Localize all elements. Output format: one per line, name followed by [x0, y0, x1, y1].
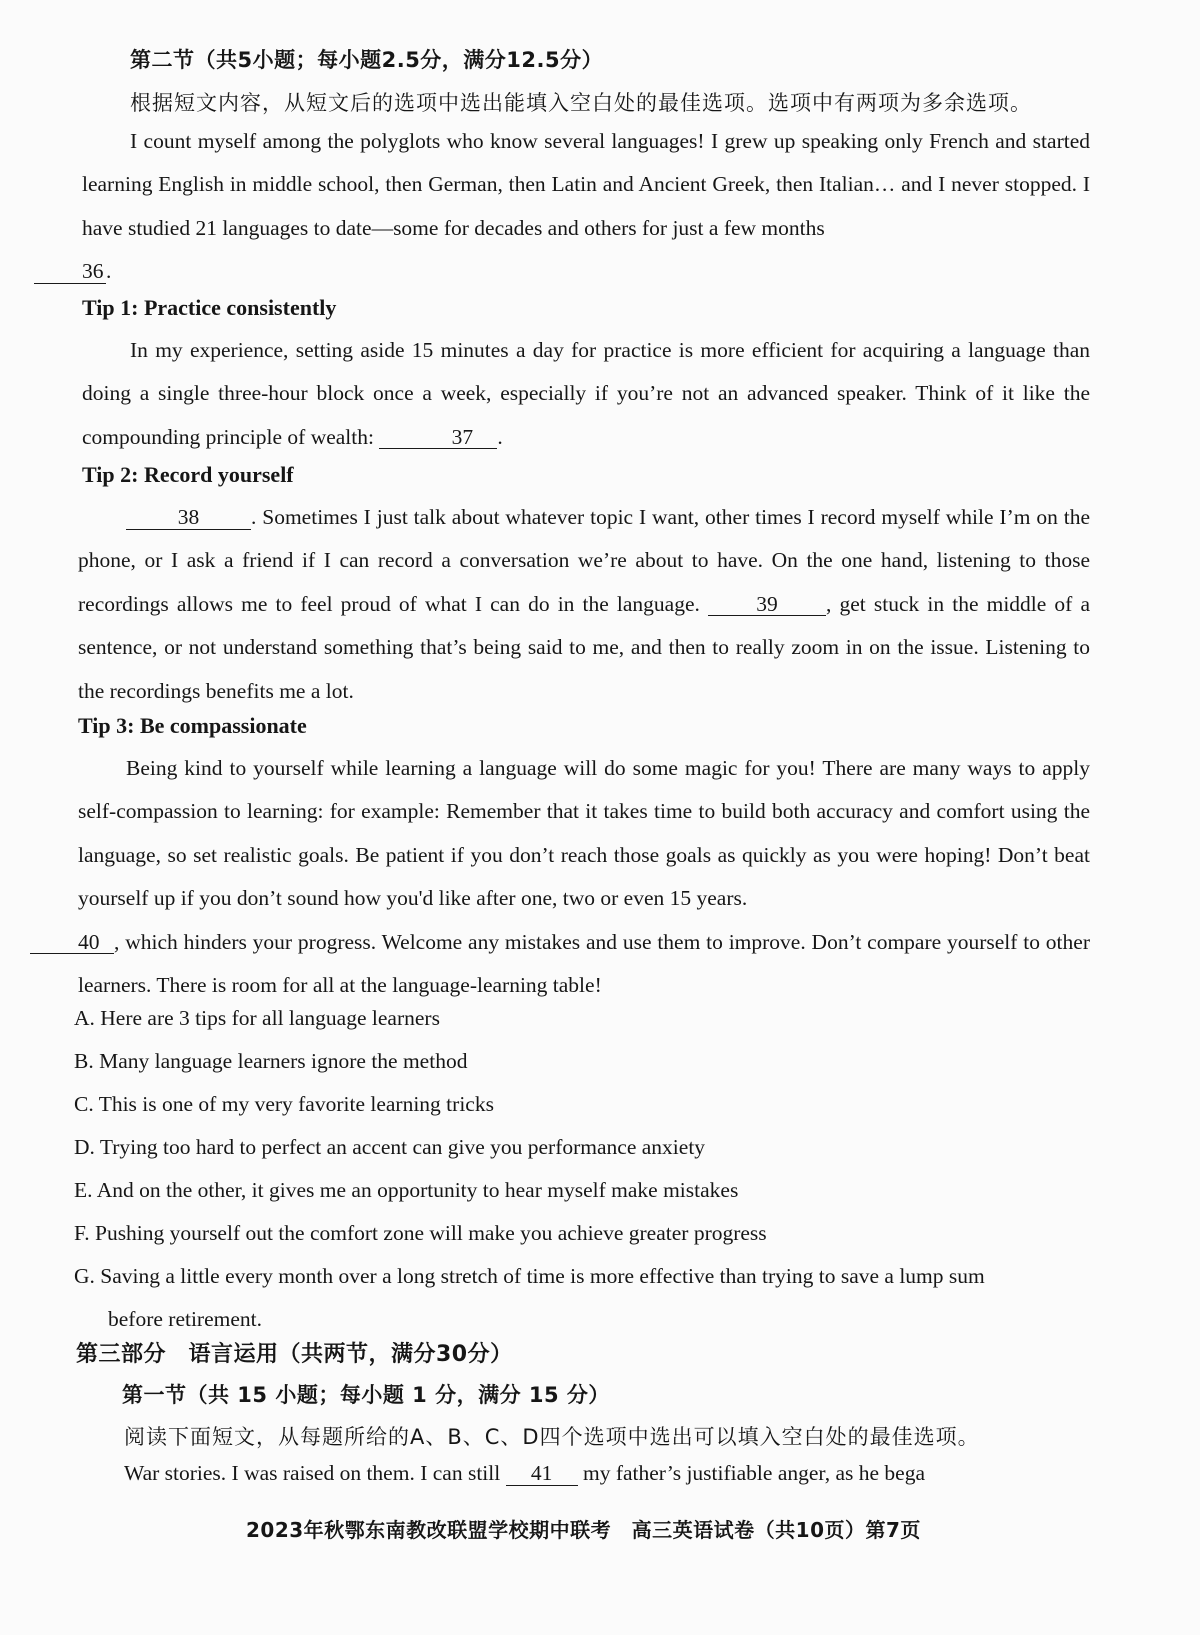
- paragraph-3-text-a: . Sometimes I just talk about whatever topic I want, other times I record myself while I’m on the phone, or I ask a friend if I can record a conversation we’re about to have. On the one hand, listening to those recordings allows me to feel proud of what I can do in the language.: [78, 505, 1090, 616]
- paragraph-1: [82, 120, 1090, 294]
- option-g: G. Saving a little every month over a long stretch of time is more effective than trying to save a lump sum: [74, 1264, 985, 1288]
- paragraph-4-text: Being kind to yourself while learning a language will do some magic for you! There are many ways to apply self-compassion to learning: for example: Remember that it takes time to build both accuracy and comfort using the language, so set realistic goals. Be patient if you don’t reach those goals as quickly as you were hoping! Don’t beat yourself up if you don’t sound how you'd like after one, two or even 15 years.: [78, 756, 1090, 911]
- part3-line-b: my father’s justifiable anger, as he bega: [582, 1461, 925, 1485]
- blank-37: 37: [379, 426, 497, 450]
- section2-instruction: 根据短文内容，从短文后的选项中选出能填入空白处的最佳选项。选项中有两项为多余选项。: [130, 91, 1032, 115]
- section2-header: 第二节（共5小题；每小题2.5分，满分12.5分）: [130, 48, 604, 72]
- option-d: D. Trying too hard to perfect an accent can give you performance anxiety: [74, 1135, 706, 1159]
- option-a: A. Here are 3 tips for all language learners: [74, 1006, 440, 1030]
- period-36: .: [106, 259, 112, 284]
- part3-header: 第三部分 语言运用（共两节，满分30分）: [76, 1342, 513, 1367]
- paragraph-2-text: In my experience, setting aside 15 minutes a day for practice is more efficient for acquiring a language than doing a single three-hour block once a week, especially if you’re not an advanced speaker. Think of it like the compounding principle of wealth:: [82, 338, 1090, 449]
- tip1-heading: Tip 1: Practice consistently: [82, 295, 337, 320]
- option-b: B. Many language learners ignore the method: [74, 1049, 468, 1073]
- option-g-continuation: before retirement.: [108, 1307, 262, 1331]
- paragraph-2: [82, 329, 1090, 459]
- paragraph-4: [78, 747, 1090, 1007]
- blank-36: 36: [34, 260, 106, 284]
- period-37: .: [497, 424, 503, 449]
- option-f: F. Pushing yourself out the comfort zone will make you achieve greater progress: [74, 1221, 767, 1245]
- part3-instruction: 阅读下面短文，从每题所给的A、B、C、D四个选项中选出可以填入空白处的最佳选项。: [124, 1425, 980, 1449]
- part3-passage-line: [124, 1452, 1024, 1495]
- blank-40: 40: [30, 931, 114, 955]
- options-list: [74, 997, 1114, 1341]
- tip2-heading: Tip 2: Record yourself: [82, 462, 294, 487]
- blank-41: 41: [506, 1462, 578, 1486]
- page-footer: 2023年秋鄂东南教改联盟学校期中联考 高三英语试卷（共10页）第7页: [246, 1518, 921, 1542]
- part3-line-a: War stories. I was raised on them. I can still: [124, 1461, 501, 1485]
- blank-38: 38: [126, 506, 251, 530]
- part3-section1-header: 第一节（共 15 小题；每小题 1 分，满分 15 分）: [122, 1383, 610, 1407]
- paragraph-5-text: , which hinders your progress. Welcome any mistakes and use them to improve. Don’t compare yourself to other learners. There is room for all at the language-learning table!: [78, 929, 1090, 998]
- blank-39: 39: [708, 593, 826, 617]
- paragraph-3-text-b: , get stuck in the middle of a sentence, or not understand something that’s being said to me, and then to really zoom in on the issue. Listening to the recordings benefits me a lot.: [78, 591, 1090, 703]
- paragraph-1-text: I count myself among the polyglots who know several languages! I grew up speaking only French and started learning English in middle school, then German, then Latin and Ancient Greek, then Italian… and I never stopped. I have studied 21 languages to date—some for decades and others for just a few months: [82, 129, 1090, 240]
- option-e: E. And on the other, it gives me an opportunity to hear myself make mistakes: [74, 1178, 739, 1202]
- paragraph-3: [78, 496, 1090, 713]
- tip3-heading: Tip 3: Be compassionate: [78, 713, 307, 738]
- option-c: C. This is one of my very favorite learning tricks: [74, 1092, 494, 1116]
